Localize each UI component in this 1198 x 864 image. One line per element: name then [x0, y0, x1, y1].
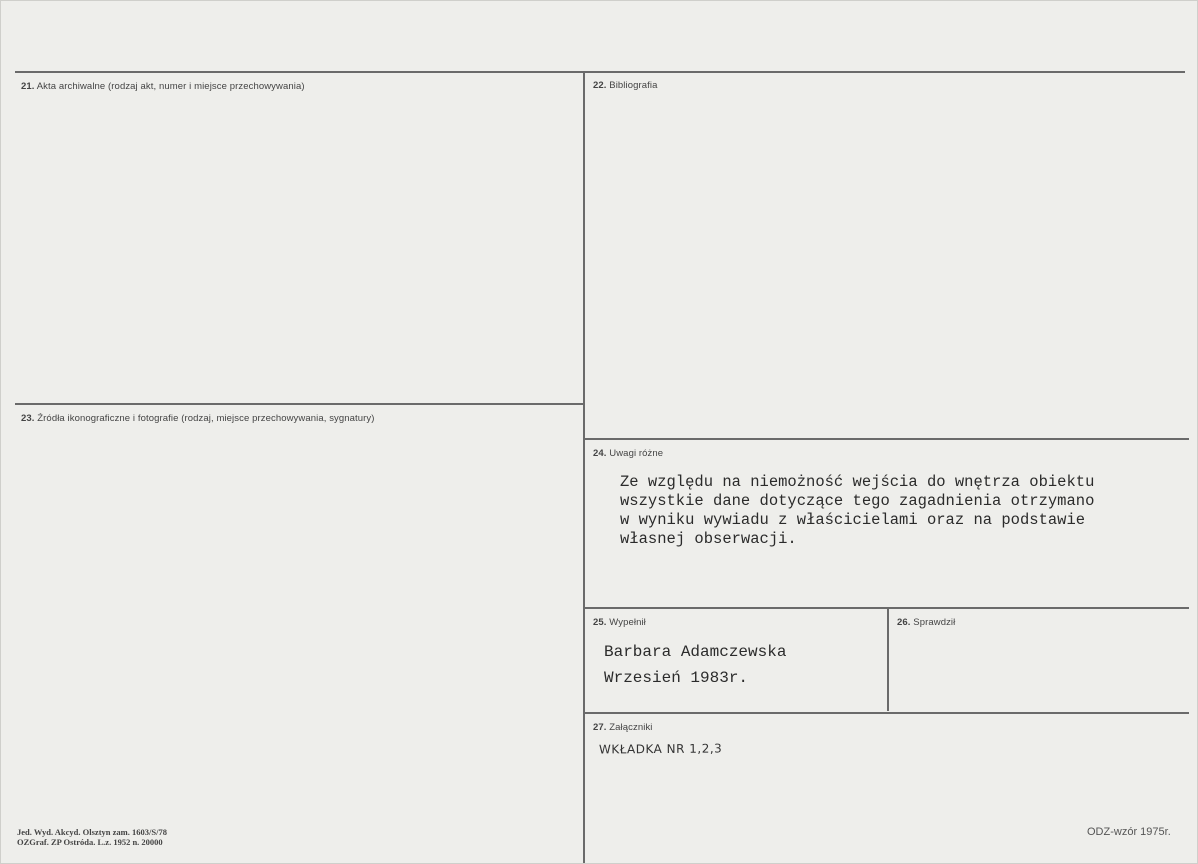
printer-imprint-line: Jed. Wyd. Akcyd. Olsztyn zam. 1603/S/78	[17, 827, 167, 837]
remarks-text	[620, 473, 1094, 549]
remarks-line: wszystkie dane dotyczące tego zagadnienia otrzymano	[620, 492, 1095, 510]
field-23-title: Źródła ikonograficzne i fotografie (rodzaj, miejsce przechowywania, sygnatury)	[37, 413, 375, 424]
field-25-label	[593, 617, 646, 628]
field-23-label	[21, 413, 375, 424]
remarks-line: Ze względu na niemożność wejścia do wnętrza obiektu	[620, 473, 1095, 491]
field-27-label	[593, 722, 653, 733]
field-24-label	[593, 448, 663, 459]
field-23-number: 23.	[21, 413, 35, 424]
field-21-label	[21, 81, 305, 92]
field-24-number: 24.	[593, 448, 607, 459]
attachments-handwritten: WKŁADKA NR 1,2,3	[598, 741, 723, 757]
rule-25-27	[585, 712, 1189, 714]
printer-imprint	[17, 827, 167, 847]
divider-25-26	[887, 607, 889, 711]
field-22-number: 22.	[593, 80, 607, 91]
filled-by-name: Barbara Adamczewska	[604, 643, 787, 661]
remarks-line: własnej obserwacji.	[620, 530, 797, 548]
field-21-number: 21.	[21, 81, 35, 92]
filled-by-date: Wrzesień 1983r.	[604, 669, 749, 687]
field-26-number: 26.	[897, 617, 911, 628]
field-27-number: 27.	[593, 722, 607, 733]
center-divider	[583, 71, 585, 863]
field-24-title: Uwagi różne	[609, 448, 664, 459]
field-26-label	[897, 617, 955, 628]
filled-by-block	[604, 639, 786, 691]
printer-imprint-line: OZGraf. ZP Ostróda. L.z. 1952 n. 20000	[17, 837, 163, 847]
remarks-line: w wyniku wywiadu z właścicielami oraz na podstawie	[620, 511, 1086, 529]
rule-22-24	[585, 438, 1189, 440]
field-22-label	[593, 80, 657, 91]
field-27-title: Załączniki	[609, 722, 653, 733]
rule-21-23	[15, 403, 583, 405]
field-22-title: Bibliografia	[609, 80, 658, 91]
form-code: ODZ-wzór 1975r.	[1087, 826, 1171, 838]
field-25-title: Wypełnił	[609, 617, 646, 628]
field-21-title: Akta archiwalne (rodzaj akt, numer i miejsce przechowywania)	[36, 81, 305, 92]
field-25-number: 25.	[593, 617, 607, 628]
top-rule	[15, 71, 1185, 73]
field-26-title: Sprawdził	[913, 617, 956, 628]
